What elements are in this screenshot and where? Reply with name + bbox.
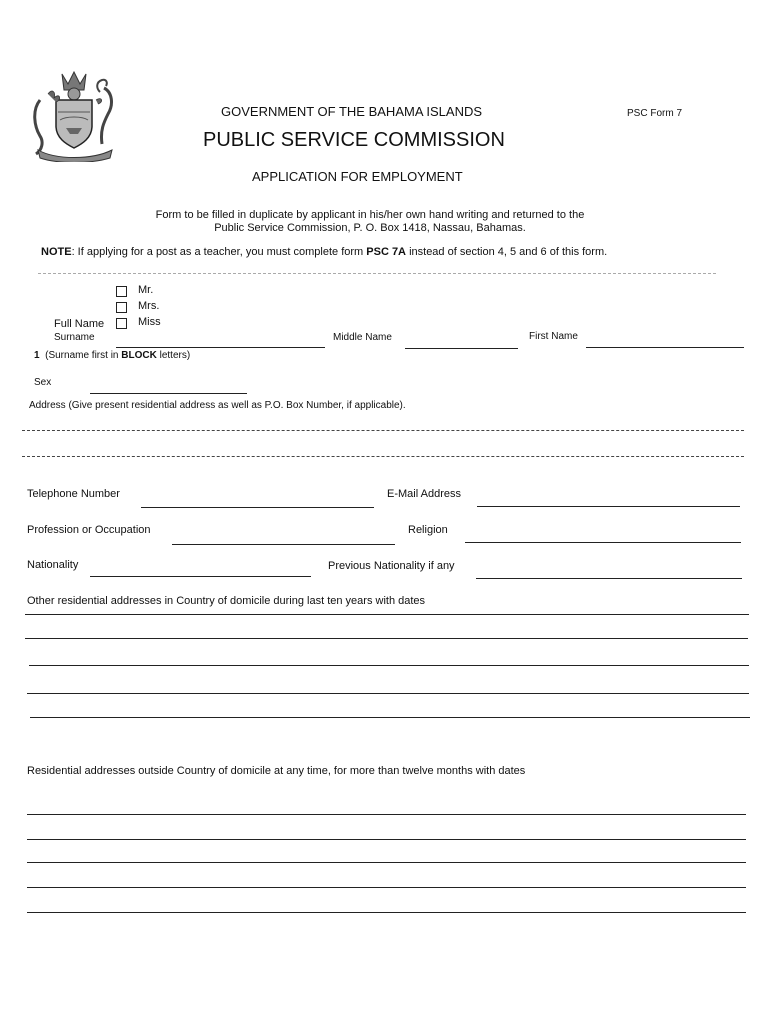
religion-label: Religion <box>408 524 448 536</box>
outside-addresses-line-3[interactable] <box>27 862 746 863</box>
other-addresses-line-4[interactable] <box>27 693 749 694</box>
middle-name-field[interactable] <box>405 348 518 349</box>
mr-label: Mr. <box>138 284 154 296</box>
form-number: PSC Form 7 <box>627 108 683 119</box>
section-number: 1 <box>34 350 40 361</box>
form-title: APPLICATION FOR EMPLOYMENT <box>252 169 463 184</box>
other-addresses-line-1[interactable] <box>25 614 749 615</box>
address-label: Address (Give present residential address as well as P.O. Box Number, if applicable). <box>29 400 406 411</box>
miss-label: Miss <box>138 316 161 328</box>
miss-checkbox[interactable] <box>116 318 127 329</box>
instructions-line-2: Public Service Commission, P. O. Box 1418, Nassau, Bahamas. <box>214 222 526 234</box>
surname-note-before: (Surname first in <box>45 350 122 361</box>
note-text <box>41 246 607 258</box>
telephone-field[interactable] <box>141 507 374 508</box>
first-name-field[interactable] <box>586 347 744 348</box>
profession-field[interactable] <box>172 544 395 545</box>
government-heading: GOVERNMENT OF THE BAHAMA ISLANDS <box>221 104 483 119</box>
first-name-label: First Name <box>529 331 578 342</box>
nationality-field[interactable] <box>90 576 311 577</box>
mrs-label: Mrs. <box>138 300 160 312</box>
address-line-1[interactable] <box>22 430 744 431</box>
outside-addresses-line-5[interactable] <box>27 912 746 913</box>
surname-note <box>34 350 190 361</box>
profession-label: Profession or Occupation <box>27 524 151 536</box>
section-divider <box>38 273 716 274</box>
note-text-before: : If applying for a post as a teacher, you must complete form <box>71 246 367 258</box>
middle-name-label: Middle Name <box>333 332 392 343</box>
other-addresses-line-5[interactable] <box>30 717 750 718</box>
outside-addresses-line-4[interactable] <box>27 887 746 888</box>
instructions-line-1: Form to be filled in duplicate by applicant in his/her own hand writing and returned to the <box>155 209 585 221</box>
email-field[interactable] <box>477 506 740 507</box>
note-label: NOTE <box>41 246 72 258</box>
outside-addresses-label: Residential addresses outside Country of domicile at any time, for more than twelve months with dates <box>27 765 526 777</box>
other-addresses-line-2[interactable] <box>25 638 748 639</box>
full-name-label: Full Name <box>54 318 105 330</box>
email-label: E-Mail Address <box>387 488 461 500</box>
other-addresses-label: Other residential addresses in Country of domicile during last ten years with dates <box>27 595 426 607</box>
address-line-2[interactable] <box>22 456 744 457</box>
surname-field[interactable] <box>116 347 325 348</box>
sex-label: Sex <box>34 377 52 388</box>
surname-note-after: letters) <box>156 350 191 361</box>
surname-note-bold: BLOCK <box>121 350 157 361</box>
surname-label: Surname <box>54 332 95 343</box>
commission-heading: PUBLIC SERVICE COMMISSION <box>203 129 505 151</box>
nationality-label: Nationality <box>27 559 79 571</box>
previous-nationality-label: Previous Nationality if any <box>328 560 455 572</box>
other-addresses-line-3[interactable] <box>29 665 749 666</box>
telephone-label: Telephone Number <box>27 488 120 500</box>
outside-addresses-line-1[interactable] <box>27 814 746 815</box>
note-form-number: PSC 7A <box>366 246 407 258</box>
note-text-after: instead of section 4, 5 and 6 of this form. <box>406 246 608 258</box>
sex-field[interactable] <box>90 393 247 394</box>
mr-checkbox[interactable] <box>116 286 127 297</box>
religion-field[interactable] <box>465 542 741 543</box>
coat-of-arms-icon <box>26 70 122 162</box>
mrs-checkbox[interactable] <box>116 302 127 313</box>
previous-nationality-field[interactable] <box>476 578 742 579</box>
outside-addresses-line-2[interactable] <box>27 839 746 840</box>
